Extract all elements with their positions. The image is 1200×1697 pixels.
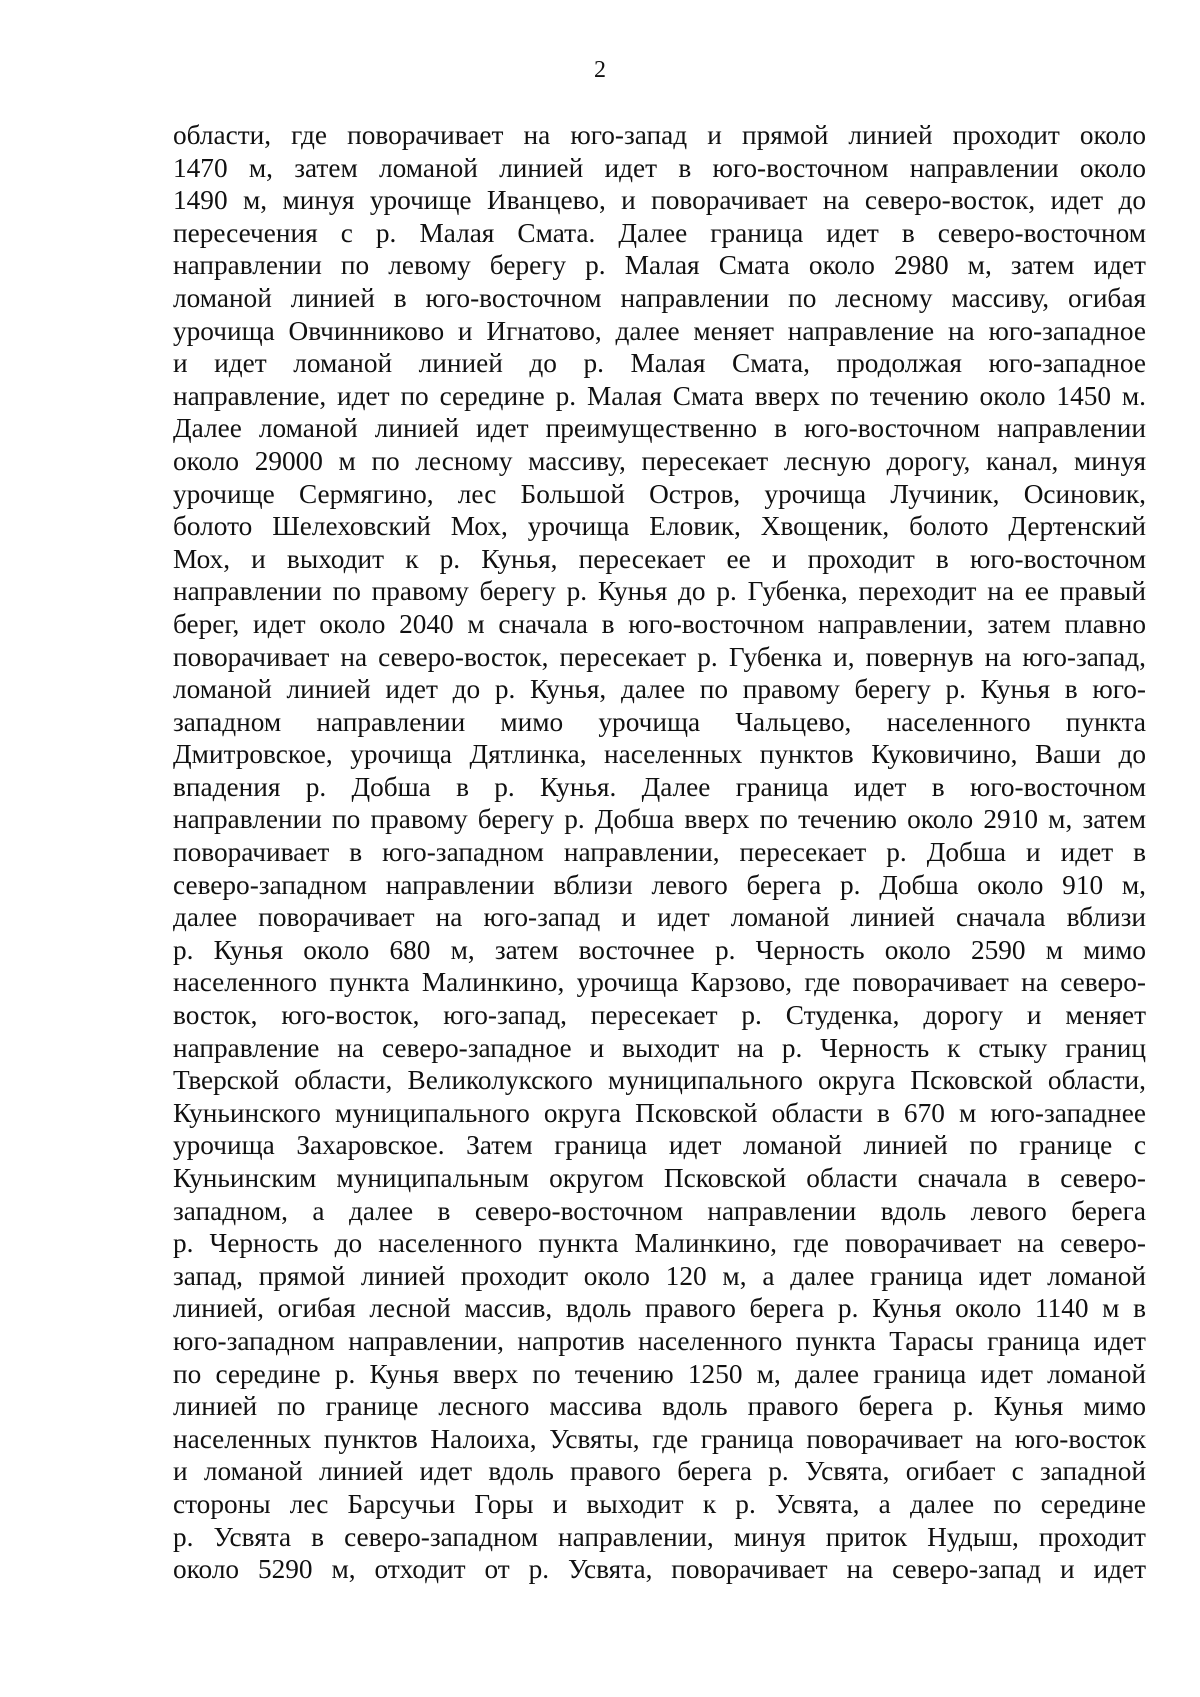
text-line: западном, а далее в северо-восточном направлении вдоль левого берега [173, 1195, 1146, 1226]
text-line: и идет ломаной линией до р. Малая Смата, продолжая юго-западное [173, 348, 1146, 379]
text-line: р. Черность до населенного пункта Малинкино, где поворачивает на северо- [173, 1228, 1146, 1259]
text-line: урочища Овчинниково и Игнатово, далее меняет направление на юго-западное [173, 315, 1146, 346]
text-line: около 29000 м по лесному массиву, пересекает лесную дорогу, канал, минуя [173, 445, 1146, 476]
text-line: Далее ломаной линией идет преимущественно в юго-восточном направлении [173, 413, 1146, 444]
text-line: населенного пункта Малинкино, урочища Карзово, где поворачивает на северо- [173, 967, 1146, 998]
text-line: направлении по правому берегу р. Добша вверх по течению около 2910 м, затем [173, 804, 1146, 835]
text-line: Куньинского муниципального округа Псковской области в 670 м юго-западнее [173, 1097, 1146, 1128]
text-line: запад, прямой линией проходит около 120 м, а далее граница идет ломаной [173, 1260, 1146, 1291]
text-line: болото Шелеховский Мох, урочища Еловик, Хвощеник, болото Дертенский [173, 511, 1146, 542]
text-line: северо-западном направлении вблизи левого берега р. Добша около 910 м, [173, 869, 1146, 900]
text-line: р. Кунья около 680 м, затем восточнее р. Черность около 2590 м мимо [173, 934, 1146, 965]
text-line: направление на северо-западное и выходит на р. Черность к стыку границ [173, 1032, 1146, 1063]
text-line: Куньинским муниципальным округом Псковской области сначала в северо- [173, 1163, 1146, 1193]
text-line: Тверской области, Великолукского муниципального округа Псковской области, [173, 1065, 1146, 1096]
text-line: линией, огибая лесной массив, вдоль правого берега р. Кунья около 1140 м в [173, 1293, 1146, 1324]
text-line: далее поворачивает на юго-запад и идет ломаной линией сначала вблизи [173, 902, 1146, 933]
text-line: р. Усвята в северо-западном направлении, минуя приток Нудыш, проходит [173, 1521, 1146, 1552]
text-line: по середине р. Кунья вверх по течению 1250 м, далее граница идет ломаной [173, 1358, 1146, 1389]
text-line: 1490 м, минуя урочище Иванцево, и поворачивает на северо-восток, идет до [173, 185, 1146, 216]
text-line: впадения р. Добша в р. Кунья. Далее граница идет в юго-восточном [173, 771, 1146, 802]
text-line: населенных пунктов Налоиха, Усвяты, где граница поворачивает на юго-восток [173, 1423, 1146, 1454]
text-line: направлении по правому берегу р. Кунья до р. Губенка, переходит на ее правый [173, 576, 1146, 607]
text-line: Дмитровское, урочища Дятлинка, населенных пунктов Куковичино, Ваши до [173, 739, 1146, 770]
text-line: восток, юго-восток, юго-запад, пересекает р. Студенка, дорогу и меняет [173, 1000, 1146, 1031]
body-text [173, 119, 1146, 1586]
text-line: Мох, и выходит к р. Кунья, пересекает ее и проходит в юго-восточном [173, 543, 1146, 574]
text-line: и ломаной линией идет вдоль правого берега р. Усвята, огибает с западной [173, 1456, 1146, 1487]
text-line: урочище Сермягино, лес Большой Остров, урочища Лучиник, Осиновик, [173, 478, 1146, 509]
text-line: ломаной линией в юго-восточном направлении по лесному массиву, огибая [173, 282, 1146, 313]
text-line: западном направлении мимо урочища Чальцево, населенного пункта [173, 706, 1146, 737]
text-line: 1470 м, затем ломаной линией идет в юго-восточном направлении около [173, 152, 1146, 183]
text-line: линией по границе лесного массива вдоль правого берега р. Кунья мимо [173, 1391, 1146, 1422]
text-line: поворачивает в юго-западном направлении, пересекает р. Добша и идет в [173, 837, 1146, 868]
text-line: поворачивает на северо-восток, пересекает р. Губенка и, повернув на юго-запад, [173, 641, 1146, 672]
text-line: пересечения с р. Малая Смата. Далее граница идет в северо-восточном [173, 217, 1146, 248]
text-line: области, где поворачивает на юго-запад и прямой линией проходит около [173, 120, 1146, 150]
text-line: направлении по левому берегу р. Малая Смата около 2980 м, затем идет [173, 250, 1146, 281]
text-line: стороны лес Барсучьи Горы и выходит к р. Усвята, а далее по середине [173, 1488, 1146, 1519]
text-line: урочища Захаровское. Затем граница идет ломаной линией по границе с [173, 1130, 1146, 1161]
text-line: берег, идет около 2040 м сначала в юго-восточном направлении, затем плавно [173, 608, 1146, 639]
text-line: юго-западном направлении, напротив населенного пункта Тарасы граница идет [173, 1325, 1146, 1356]
text-line: ломаной линией идет до р. Кунья, далее по правому берегу р. Кунья в юго- [173, 674, 1146, 705]
text-line: около 5290 м, отходит от р. Усвята, поворачивает на северо-запад и идет [173, 1554, 1146, 1585]
text-line: направление, идет по середине р. Малая Смата вверх по течению около 1450 м. [173, 380, 1146, 411]
page-number: 2 [594, 57, 606, 83]
